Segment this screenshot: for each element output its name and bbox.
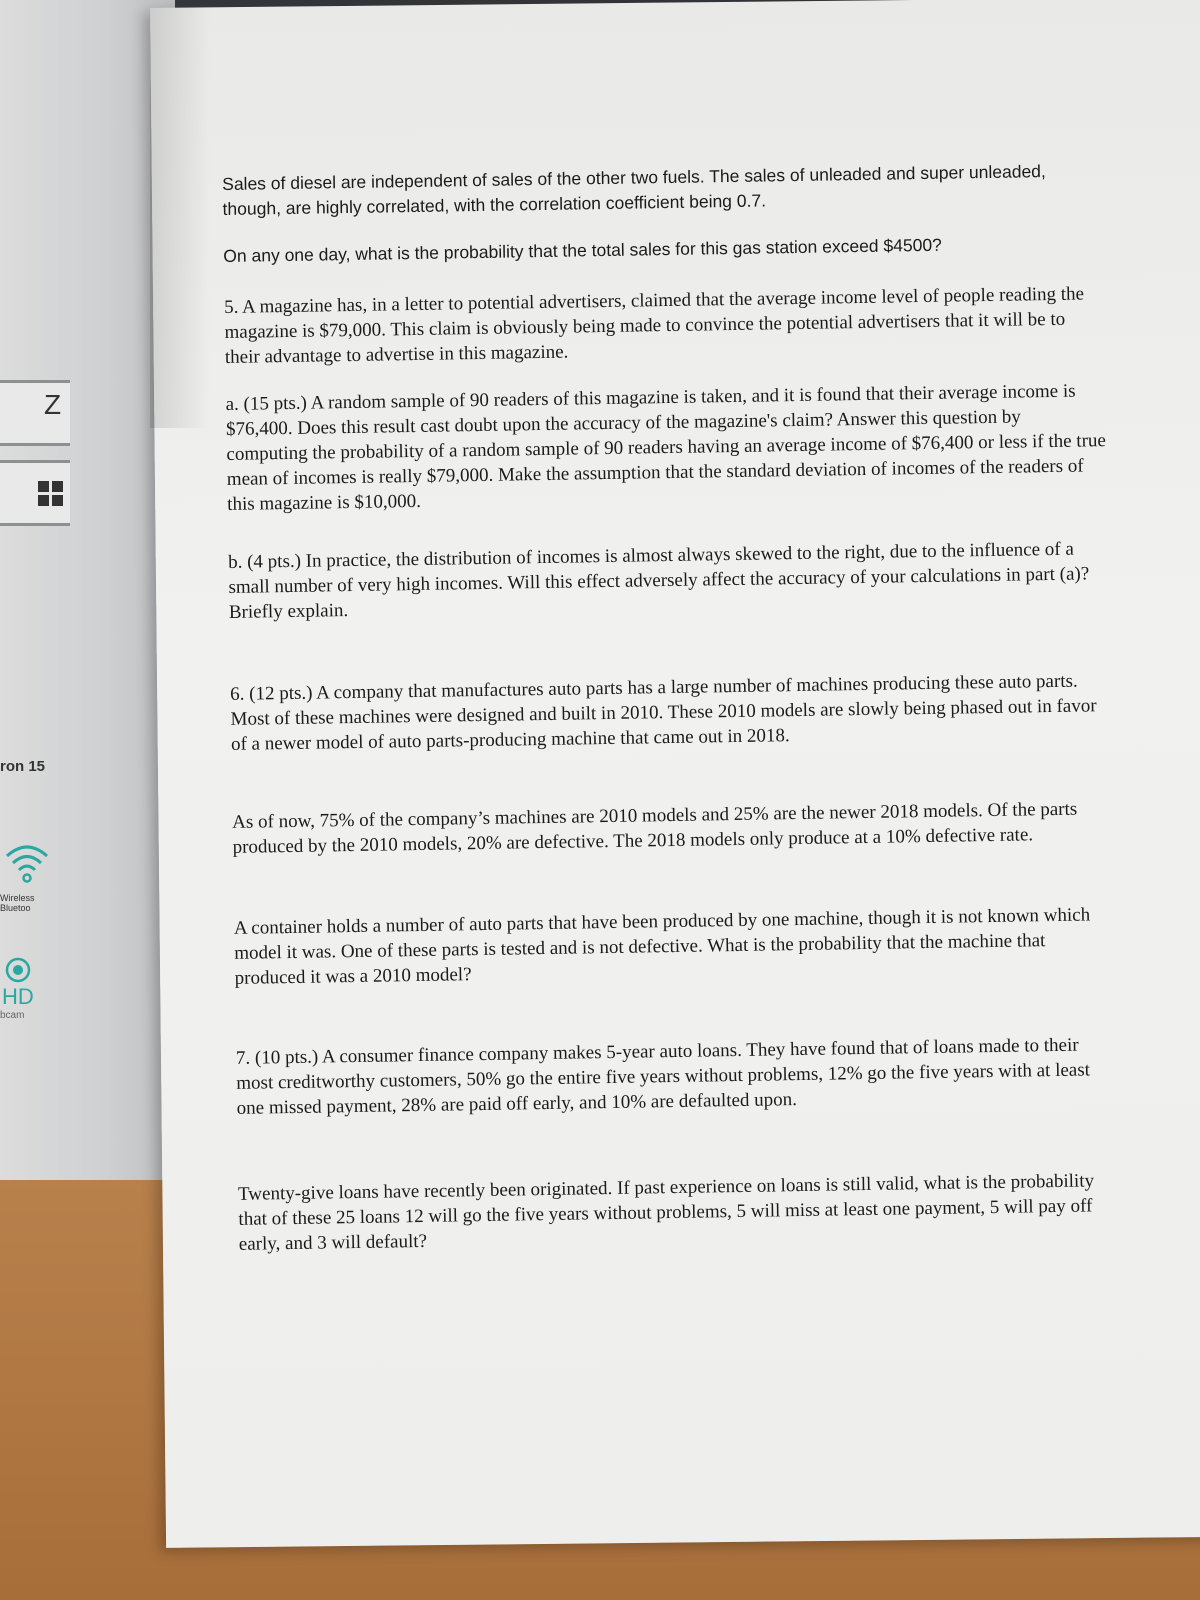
question-7-part: Twenty-give loans have recently been originated. If past experience on loans is still valid, what is the probability that of these 25 loans 12 will go the five years without problems, 5 will miss at least one payment, 5 will pay off early, and 3 will default?: [237, 1170, 1095, 1255]
question-5: 5. A magazine has, in a letter to potential advertisers, claimed that the average income level of people reading the magazine is $79,000. This claim is obviously being made to convince the potential advertisers that it will be to their advantage to advertise in this magazine.: [223, 283, 1085, 368]
question-6-part: A container holds a number of auto parts that have been produced by one machine, though it is not known which model it was. One of these parts is tested and is not defective. What is the probability that the machine that produced it was a 2010 model?: [233, 904, 1091, 989]
paper-shadow: [150, 8, 210, 428]
z-key-label: Z: [44, 389, 62, 420]
bluetooth-label: Bluetoo: [0, 903, 31, 913]
paragraph-2: On any one day, what is the probability that the total sales for this gas station exceed $4500?: [223, 234, 942, 266]
paragraph-1: Sales of diesel are independent of sales of the other two fuels. The sales of unleaded and super unleaded, though, are highly correlated, with the correlation coefficient being 0.7.: [222, 161, 1046, 219]
question-5a: a. (15 pts.) A random sample of 90 readers of this magazine is taken, and it is found that their average income is $76,400. Does this result cast doubt upon the accuracy of the magazine's claim? Answer this question by computing the probability of a random sample of 90 readers having an average income of $76,400 or less if the true mean of incomes is really $79,000. Make the assumption that the standard deviation of incomes of the readers of this magazine is $10,000.: [225, 380, 1107, 515]
webcam-icon: [4, 956, 34, 986]
question-5b: b. (4 pts.) In practice, the distribution of incomes is almost always skewed to the right, due to the influence of a small number of very high incomes. Will this effect adversely affect the accuracy of your calculations in part (a)? Briefly explain.: [227, 538, 1090, 623]
windows-key: [0, 460, 70, 526]
question-6: 6. (12 pts.) A company that manufactures auto parts has a large number of machines producing these auto parts. Most of these machines were designed and built in 2010. These 2010 models are slowly being phased out in favor of a newer model of auto parts-producing machine that came out in 2018.: [230, 670, 1097, 755]
z-key: [0, 380, 70, 446]
windows-icon: [38, 481, 64, 507]
model-label: ron 15: [0, 758, 46, 775]
wireless-label: Wireless: [0, 893, 35, 903]
question-6-details: As of now, 75% of the company’s machines are 2010 models and 25% are the newer 2018 models. Of the parts produced by the 2010 models, 20% are defective. The 2018 models only produce at a 10% defective rate.: [232, 798, 1078, 858]
laptop-edge: [0, 0, 175, 1180]
webcam-label: bcam: [0, 1010, 25, 1021]
hd-label: HD: [2, 984, 34, 1009]
wireless-icon: [2, 838, 52, 888]
question-7: 7. (10 pts.) A consumer finance company makes 5-year auto loans. They have found that of loans made to their most creditworthy customers, 50% go the entire five years without problems, 12% go the five years with at least one missed payment, 28% are paid off early, and 10% are defaulted upon.: [235, 1034, 1091, 1119]
